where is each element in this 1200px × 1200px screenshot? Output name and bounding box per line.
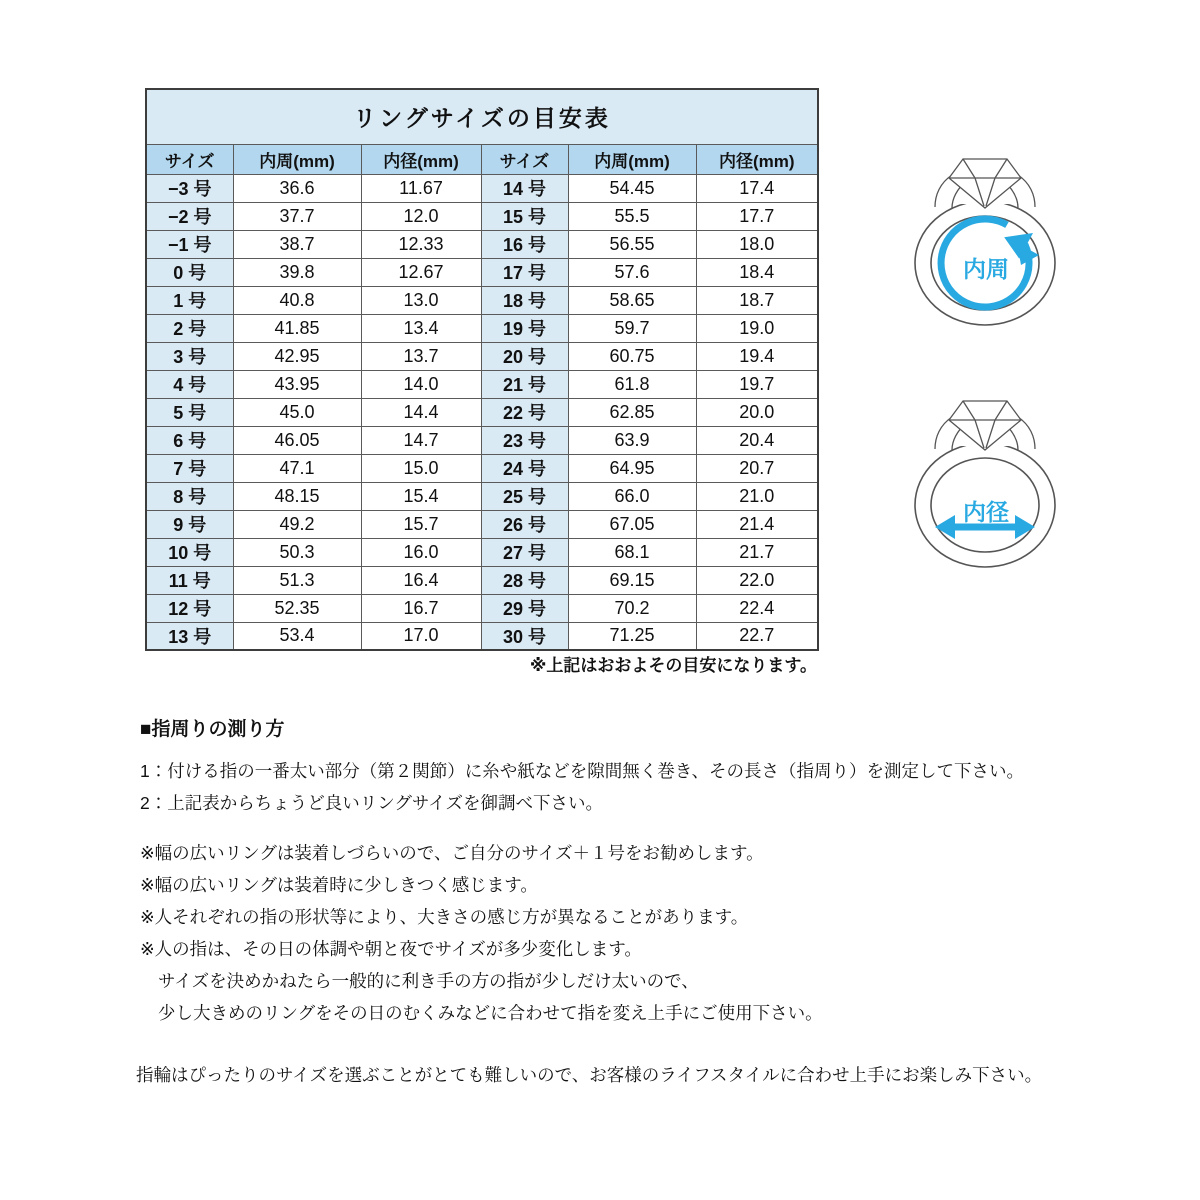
size-cell: 13 号: [146, 622, 233, 650]
size-cell: 30 号: [481, 622, 568, 650]
measurement-cell: 14.7: [361, 426, 481, 454]
table-row: [146, 258, 818, 286]
measurement-cell: 63.9: [568, 426, 696, 454]
size-cell: 11 号: [146, 566, 233, 594]
text-line: 1：付ける指の一番太い部分（第２関節）に糸や紙などを隙間無く巻き、その長さ（指周り）を測定して下さい。: [140, 761, 1025, 781]
measurement-cell: 13.4: [361, 314, 481, 342]
ring-inner-diameter-diagram: [905, 392, 1065, 617]
size-cell: 12 号: [146, 594, 233, 622]
table-row: [146, 174, 818, 202]
size-cell: 3 号: [146, 342, 233, 370]
size-table: [145, 88, 817, 651]
table-row: [146, 538, 818, 566]
measurement-cell: 22.0: [696, 566, 818, 594]
table-header-row: [146, 144, 818, 174]
column-header-size: サイズ: [146, 144, 233, 174]
measurement-cell: 17.7: [696, 202, 818, 230]
inner-circumference-label: 内周: [963, 256, 1009, 282]
measurement-cell: 69.15: [568, 566, 696, 594]
column-header-circumference: 内周(mm): [233, 144, 361, 174]
measurement-cell: 56.55: [568, 230, 696, 258]
size-cell: 4 号: [146, 370, 233, 398]
column-header-size: サイズ: [481, 144, 568, 174]
table-footnote: ※上記はおおよその目安になります。: [529, 656, 817, 675]
measurement-cell: 59.7: [568, 314, 696, 342]
measurement-cell: 37.7: [233, 202, 361, 230]
table-row: [146, 398, 818, 426]
closing-note: 指輪はぴったりのサイズを選ぶことがとても難しいので、お客様のライフスタイルに合わせ上手にお楽しみ下さい。: [136, 1065, 1043, 1085]
table-row: [146, 566, 818, 594]
measurement-cell: 48.15: [233, 482, 361, 510]
ring-icon: [915, 159, 1055, 325]
measurement-cell: 66.0: [568, 482, 696, 510]
text-line: ※人それぞれの指の形状等により、大きさの感じ方が異なることがあります。: [140, 907, 749, 927]
size-cell: 20 号: [481, 342, 568, 370]
size-cell: 5 号: [146, 398, 233, 426]
measurement-cell: 16.7: [361, 594, 481, 622]
measurement-cell: 12.67: [361, 258, 481, 286]
size-cell: −2 号: [146, 202, 233, 230]
size-cell: 10 号: [146, 538, 233, 566]
column-header-circumference: 内周(mm): [568, 144, 696, 174]
inner-diameter-label: 内径: [963, 499, 1009, 525]
size-table-grid: [145, 88, 819, 651]
measurement-cell: 13.0: [361, 286, 481, 314]
measurement-cell: 38.7: [233, 230, 361, 258]
measurement-cell: 12.0: [361, 202, 481, 230]
table-row: [146, 454, 818, 482]
table-row: [146, 286, 818, 314]
measurement-cell: 64.95: [568, 454, 696, 482]
size-cell: 0 号: [146, 258, 233, 286]
table-row: [146, 370, 818, 398]
measurement-cell: 57.6: [568, 258, 696, 286]
measuring-steps: [140, 760, 1200, 814]
size-cell: 26 号: [481, 510, 568, 538]
measurement-cell: 42.95: [233, 342, 361, 370]
size-cell: 23 号: [481, 426, 568, 454]
table-row: [146, 342, 818, 370]
size-cell: 14 号: [481, 174, 568, 202]
measurement-cell: 52.35: [233, 594, 361, 622]
measurement-cell: 19.0: [696, 314, 818, 342]
measurement-cell: 58.65: [568, 286, 696, 314]
measurement-cell: 18.0: [696, 230, 818, 258]
table-title-row: [146, 89, 818, 144]
measurement-cell: 22.7: [696, 622, 818, 650]
size-cell: 27 号: [481, 538, 568, 566]
measurement-cell: 12.33: [361, 230, 481, 258]
size-cell: 19 号: [481, 314, 568, 342]
measurement-cell: 43.95: [233, 370, 361, 398]
measurement-cell: 19.4: [696, 342, 818, 370]
measurement-cell: 15.7: [361, 510, 481, 538]
size-cell: 24 号: [481, 454, 568, 482]
section-heading: ■指周りの測り方: [140, 719, 285, 740]
text-line: ※幅の広いリングは装着時に少しきつく感じます。: [140, 875, 538, 895]
table-row: [146, 230, 818, 258]
measurement-cell: 53.4: [233, 622, 361, 650]
size-cell: 29 号: [481, 594, 568, 622]
size-cell: 9 号: [146, 510, 233, 538]
table-title: リングサイズの目安表: [146, 89, 818, 144]
table-row: [146, 622, 818, 650]
measurement-cell: 15.4: [361, 482, 481, 510]
measurement-cell: 70.2: [568, 594, 696, 622]
measurement-cell: 45.0: [233, 398, 361, 426]
measurement-cell: 18.7: [696, 286, 818, 314]
size-cell: 7 号: [146, 454, 233, 482]
table-row: [146, 594, 818, 622]
measurement-cell: 13.7: [361, 342, 481, 370]
size-cell: 28 号: [481, 566, 568, 594]
size-cell: 6 号: [146, 426, 233, 454]
measurement-cell: 39.8: [233, 258, 361, 286]
size-cell: 8 号: [146, 482, 233, 510]
measurement-cell: 20.0: [696, 398, 818, 426]
measurement-cell: 14.4: [361, 398, 481, 426]
measurement-cell: 15.0: [361, 454, 481, 482]
size-cell: 21 号: [481, 370, 568, 398]
size-cell: −3 号: [146, 174, 233, 202]
table-row: [146, 482, 818, 510]
measurement-cell: 46.05: [233, 426, 361, 454]
measurement-cell: 47.1: [233, 454, 361, 482]
measurement-cell: 21.4: [696, 510, 818, 538]
size-cell: 16 号: [481, 230, 568, 258]
size-cell: 15 号: [481, 202, 568, 230]
measurement-cell: 14.0: [361, 370, 481, 398]
size-cell: 1 号: [146, 286, 233, 314]
measurement-cell: 20.4: [696, 426, 818, 454]
measurement-cell: 17.0: [361, 622, 481, 650]
measurement-cell: 51.3: [233, 566, 361, 594]
table-row: [146, 426, 818, 454]
text-line: サイズを決めかねたら一般的に利き手の方の指が少しだけ太いので、: [158, 971, 699, 991]
text-line: 少し大きめのリングをその日のむくみなどに合わせて指を変え上手にご使用下さい。: [158, 1003, 823, 1023]
measurement-cell: 18.4: [696, 258, 818, 286]
text-line: 2：上記表からちょうど良いリングサイズを御調べ下さい。: [140, 793, 603, 813]
size-cell: 22 号: [481, 398, 568, 426]
size-cell: 18 号: [481, 286, 568, 314]
sizing-notes: [140, 842, 1200, 1024]
measurement-cell: 40.8: [233, 286, 361, 314]
table-row: [146, 510, 818, 538]
measurement-cell: 21.7: [696, 538, 818, 566]
measurement-cell: 17.4: [696, 174, 818, 202]
size-cell: 25 号: [481, 482, 568, 510]
measurement-cell: 55.5: [568, 202, 696, 230]
size-table-body: [146, 174, 818, 650]
measurement-cell: 67.05: [568, 510, 696, 538]
measurement-cell: 11.67: [361, 174, 481, 202]
text-line: ※幅の広いリングは装着しづらいので、ご自分のサイズ＋１号をお勧めします。: [140, 843, 764, 863]
measurement-cell: 36.6: [233, 174, 361, 202]
ring-inner-circumference-diagram: [905, 150, 1065, 375]
measurement-cell: 19.7: [696, 370, 818, 398]
column-header-diameter: 内径(mm): [696, 144, 818, 174]
measurement-cell: 54.45: [568, 174, 696, 202]
table-row: [146, 202, 818, 230]
measurement-cell: 22.4: [696, 594, 818, 622]
measurement-cell: 50.3: [233, 538, 361, 566]
size-cell: 2 号: [146, 314, 233, 342]
size-cell: −1 号: [146, 230, 233, 258]
measurement-cell: 20.7: [696, 454, 818, 482]
text-line: ※人の指は、その日の体調や朝と夜でサイズが多少変化します。: [140, 939, 642, 959]
table-row: [146, 314, 818, 342]
measurement-cell: 49.2: [233, 510, 361, 538]
measurement-cell: 62.85: [568, 398, 696, 426]
measurement-cell: 16.4: [361, 566, 481, 594]
measurement-cell: 21.0: [696, 482, 818, 510]
measurement-cell: 16.0: [361, 538, 481, 566]
measurement-cell: 41.85: [233, 314, 361, 342]
ring-icon: [915, 401, 1055, 567]
measurement-cell: 61.8: [568, 370, 696, 398]
size-cell: 17 号: [481, 258, 568, 286]
column-header-diameter: 内径(mm): [361, 144, 481, 174]
measuring-instructions: [136, 714, 1200, 1086]
measurement-cell: 68.1: [568, 538, 696, 566]
measurement-cell: 60.75: [568, 342, 696, 370]
measurement-cell: 71.25: [568, 622, 696, 650]
